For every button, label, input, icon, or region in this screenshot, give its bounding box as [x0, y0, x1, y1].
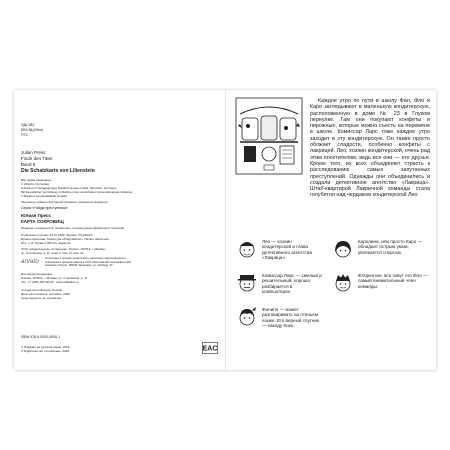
age-note: Печатное издание для детей среднего школьного возраста — [21, 200, 108, 204]
philipp-portrait-icon — [236, 306, 258, 328]
eac-mark-icon — [202, 342, 218, 354]
print-info: Бумага офсетная. Гарнитура «PragmaticaC». Печать офсетная. — [21, 237, 110, 241]
original-series: Finde den Täter — [21, 156, 53, 161]
publisher-line: ул. Стромынка, д. 11, этаж 2, пом. III, ком. 11. — [21, 251, 85, 255]
isbn: ISBN 978-5-0000-0000-1 — [21, 335, 61, 339]
printer-line: комбинат» Россия, 150049, Ярославль, ул. Свободы, 97 — [45, 264, 113, 267]
printer-line: электронного оригинал-макета в ООО «Ярославский полиграфический — [45, 260, 131, 264]
contacts-line: Тел. +7 (495) 000-00-00 · www.strakhlev.ru — [21, 280, 79, 284]
book-spread — [14, 90, 436, 370]
flo-portrait-icon — [332, 272, 354, 294]
date-line: Срок годности: не ограничен — [21, 296, 62, 300]
rights-line: © 2014 by cbj Verlag, — [21, 182, 50, 186]
bbk-code: ББК 84(4Гем) — [21, 128, 43, 132]
print-info: Печ. л. 8. Тираж 6 000 экз. Заказ № — [21, 241, 71, 245]
lars-portrait-icon — [236, 272, 258, 294]
printer-logo: arvato — [21, 259, 39, 265]
copyright-line: © Издательство «Страхлев», 2022 — [21, 349, 70, 353]
original-author: Julian Press — [21, 150, 46, 155]
contacts-line: Россия, 107014, г. Москва, ул. Стромынка, д. 11 — [21, 276, 88, 280]
band-number: Band 9 — [21, 162, 36, 167]
eac-label: EAC — [202, 345, 218, 353]
rights-line: Mit freundlicher Vermittlung im Rahmen des vereinbarten Verwendungsgrundsatzes. — [21, 190, 133, 194]
character-lars: Комиссар Ларс — смелый и решительный, хорошо разбирается в компьютерах. — [262, 273, 322, 295]
character-philipp: Филипп — может разговаривать на птичьем языке. Его верный спутник — какаду Коко. — [262, 307, 320, 329]
copyright-line: © Издание на русском языке, 2022 — [21, 345, 70, 349]
story-intro: Каждое утро по пути в школу Фил, Фло и Каро заглядывают в маленькую кондитерскую, расположенную в доме № 23 в Глухом переулке. Там они покупают конфеты и пирожные, которые можно съесть на перемене в школе. Комиссар Ларс тоже каждое утро заходит в эту кондитерскую. Он также просто обожает сладости, особенно конфеты с лакрицей. Лео, хозяин кондитерской, очень рад этим посетителям, ведь все они — его друзья. Кроме того, их всех объединяет страсть к расследованию самых запутанных преступлений. Однажды они объединились и создали детективное агентство «Лакрица». Штаб-квартирой Лакричной команды стала голубятня над чердаком кондитерской Лео. — [310, 98, 430, 199]
leo-portrait-icon — [236, 238, 258, 260]
rights-line: Все права защищены. — [21, 178, 52, 182]
rights-line: © Random House/Isabelle Grubert — [21, 194, 68, 198]
author-ru: Юлиан Пресс — [21, 213, 52, 218]
original-title: Die Schatzkarte von Lilienstein — [21, 168, 95, 174]
candy-shop-illustration — [234, 96, 304, 176]
translator-line: Перевод с немецкого Е. Храмченко, литературная обработка И. Капуской — [21, 226, 125, 230]
contacts-heading: Для корреспонденции: — [21, 272, 53, 276]
character-caro: Каролина, или просто Каро — обладает острым умом, увлекается спортом. — [358, 239, 423, 255]
print-info: Подписано в печать 14.07.2022. Формат 70х100/16. — [21, 233, 93, 237]
publisher-line: ООО «Издательство «Страхлев». Россия, 107014, г. Москва, — [21, 247, 106, 251]
rights-line: a division of Verlagsgruppe Random House GmbH, München, Germany. — [21, 186, 117, 190]
udk-code: УДК 082 — [21, 123, 35, 127]
title-ru: КАРТА СОКРОВИЩ — [21, 219, 64, 224]
imprint-page — [14, 90, 225, 370]
intro-page — [225, 90, 436, 370]
caro-portrait-icon — [332, 238, 354, 260]
date-line: Дата изготовления: сентябрь, 2022 — [21, 292, 70, 296]
printer-line: Отпечатано в полном соответствии с качеством предоставленного — [45, 257, 126, 260]
character-leo: Лео — хозяин кондитерской и глава детективного агентства «Лакрица». — [262, 239, 312, 261]
series-note: Серия «Найди преступника» — [21, 206, 68, 210]
author-mark: П73 — [21, 133, 28, 137]
character-flo: Флорентин, все зовут его Фло — самый внимательный член команды. — [358, 273, 428, 289]
country-line: Страна изготовления: Россия — [21, 288, 63, 292]
